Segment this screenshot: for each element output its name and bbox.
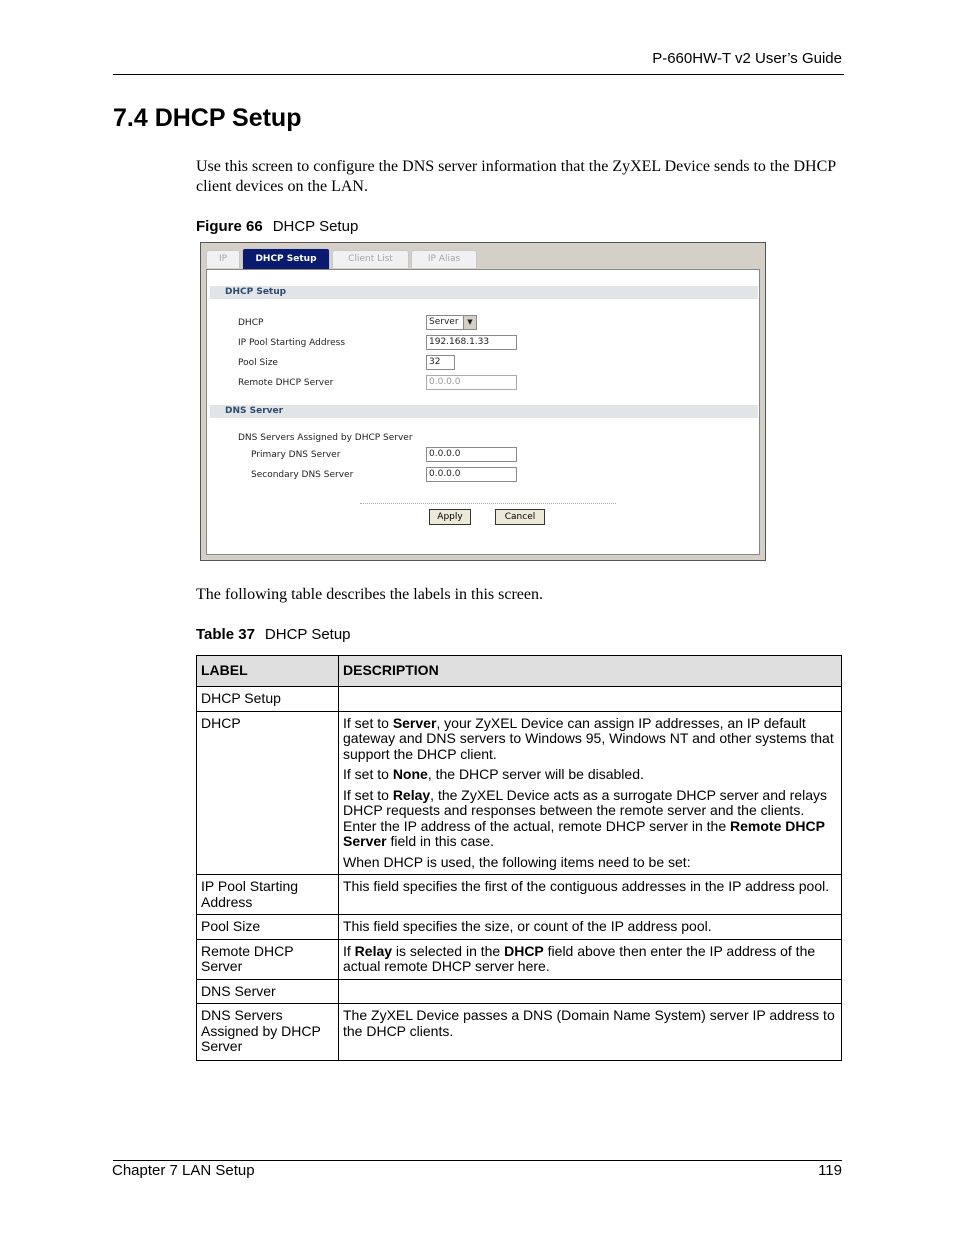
label-description-table <box>196 655 842 1061</box>
dhcp-setup-screenshot <box>200 242 766 561</box>
emphasis: None <box>392 766 428 782</box>
text: , your ZyXEL Device can assign IP addresses, an IP default gateway and DNS servers to Windows 95, Windows NT and other systems that support the DHCP client. <box>343 714 834 762</box>
text: If set to <box>343 766 393 782</box>
table-intro: The following table describes the labels in this screen. <box>196 586 544 603</box>
remote-dhcp-label: Remote DHCP Server <box>238 378 334 388</box>
table-row <box>197 875 842 915</box>
text: field in this case. <box>386 833 494 849</box>
row-description <box>339 711 842 875</box>
footer-chapter: Chapter 7 LAN Setup <box>112 1162 255 1179</box>
table-header-row <box>197 656 842 687</box>
table-row <box>197 711 842 875</box>
emphasis: DHCP <box>504 942 544 959</box>
emphasis: Relay <box>354 942 393 959</box>
pool-size-input[interactable]: 32 <box>426 355 455 370</box>
pool-start-input[interactable]: 192.168.1.33 <box>426 335 517 350</box>
row-description <box>339 687 842 712</box>
cancel-button[interactable]: Cancel <box>495 509 545 525</box>
text: , the DHCP server will be disabled. <box>427 766 644 782</box>
column-header-description: DESCRIPTION <box>339 656 842 687</box>
row-description <box>339 939 842 979</box>
divider <box>360 503 616 504</box>
primary-dns-input[interactable]: 0.0.0.0 <box>426 447 517 462</box>
figure-label: Figure 66 <box>196 218 263 235</box>
table-row <box>197 1004 842 1061</box>
row-description: The ZyXEL Device passes a DNS (Domain Name System) server IP address to the DHCP clients. <box>339 1004 842 1061</box>
primary-dns-label: Primary DNS Server <box>251 450 341 460</box>
text: If <box>343 942 355 959</box>
column-header-label: LABEL <box>197 656 339 687</box>
table-row <box>197 915 842 940</box>
text: is selected in the <box>392 942 505 959</box>
desc-paragraph <box>343 788 837 850</box>
text: , the ZyXEL Device acts as a surrogate DHCP server and relays DHCP requests and responses between the remote server and the clients. Enter the IP address of the actual, remote DHCP server in the <box>343 786 828 834</box>
figure-caption-text: DHCP Setup <box>272 218 359 235</box>
tab-dhcp-setup[interactable]: DHCP Setup <box>242 248 330 269</box>
pool-start-label: IP Pool Starting Address <box>238 338 346 348</box>
text: If set to <box>343 714 393 731</box>
desc-paragraph <box>343 716 837 763</box>
text: field above then enter the IP address of the actual remote DHCP server here. <box>343 942 816 974</box>
dhcp-section-header: DHCP Setup <box>210 286 758 299</box>
row-label: Remote DHCP Server <box>197 939 339 979</box>
table-row <box>197 687 842 712</box>
text: If set to <box>343 786 393 803</box>
emphasis: Relay <box>392 786 431 803</box>
row-label: DHCP <box>197 711 339 875</box>
row-description: This field specifies the size, or count of the IP address pool. <box>339 915 842 940</box>
row-label: DNS Servers Assigned by DHCP Server <box>197 1004 339 1061</box>
row-description <box>339 979 842 1004</box>
tab-client-list[interactable]: Client List <box>332 250 409 268</box>
emphasis: Server <box>392 714 437 731</box>
footer-rule <box>113 1160 842 1161</box>
secondary-dns-input[interactable]: 0.0.0.0 <box>426 467 517 482</box>
dns-section-header: DNS Server <box>210 405 758 418</box>
dns-assigned-label: DNS Servers Assigned by DHCP Server <box>238 433 413 443</box>
running-header: P-660HW-T v2 User’s Guide <box>652 50 842 67</box>
page-number: 119 <box>818 1162 842 1179</box>
table-row <box>197 939 842 979</box>
dhcp-select-value: Server <box>429 317 459 327</box>
remote-dhcp-input[interactable]: 0.0.0.0 <box>426 375 517 390</box>
dhcp-label: DHCP <box>238 318 264 328</box>
section-title: 7.4 DHCP Setup <box>113 104 302 132</box>
settings-panel <box>206 269 760 555</box>
table-row <box>197 979 842 1004</box>
desc-paragraph: When DHCP is used, the following items need to be set: <box>343 853 691 870</box>
pool-size-label: Pool Size <box>238 358 278 368</box>
table-label: Table 37 <box>196 626 255 643</box>
row-label: IP Pool Starting Address <box>197 875 339 915</box>
tab-ip[interactable]: IP <box>206 250 240 268</box>
row-label: DHCP Setup <box>197 687 339 712</box>
row-description: This field specifies the first of the contiguous addresses in the IP address pool. <box>339 875 842 915</box>
chevron-down-icon[interactable]: ▼ <box>463 316 476 329</box>
row-label: Pool Size <box>197 915 339 940</box>
intro-paragraph: Use this screen to configure the DNS server information that the ZyXEL Device sends to the DHCP client devices on the LAN. <box>196 158 836 195</box>
tab-ip-alias[interactable]: IP Alias <box>411 250 477 268</box>
secondary-dns-label: Secondary DNS Server <box>251 470 354 480</box>
apply-button[interactable]: Apply <box>429 509 471 525</box>
figure-caption <box>196 218 358 235</box>
dhcp-select[interactable] <box>426 315 477 330</box>
row-label: DNS Server <box>197 979 339 1004</box>
desc-paragraph <box>343 767 837 783</box>
emphasis: Remote DHCP Server <box>343 817 825 849</box>
header-rule <box>113 74 844 75</box>
table-caption-text: DHCP Setup <box>264 626 351 643</box>
table-caption <box>196 626 351 643</box>
